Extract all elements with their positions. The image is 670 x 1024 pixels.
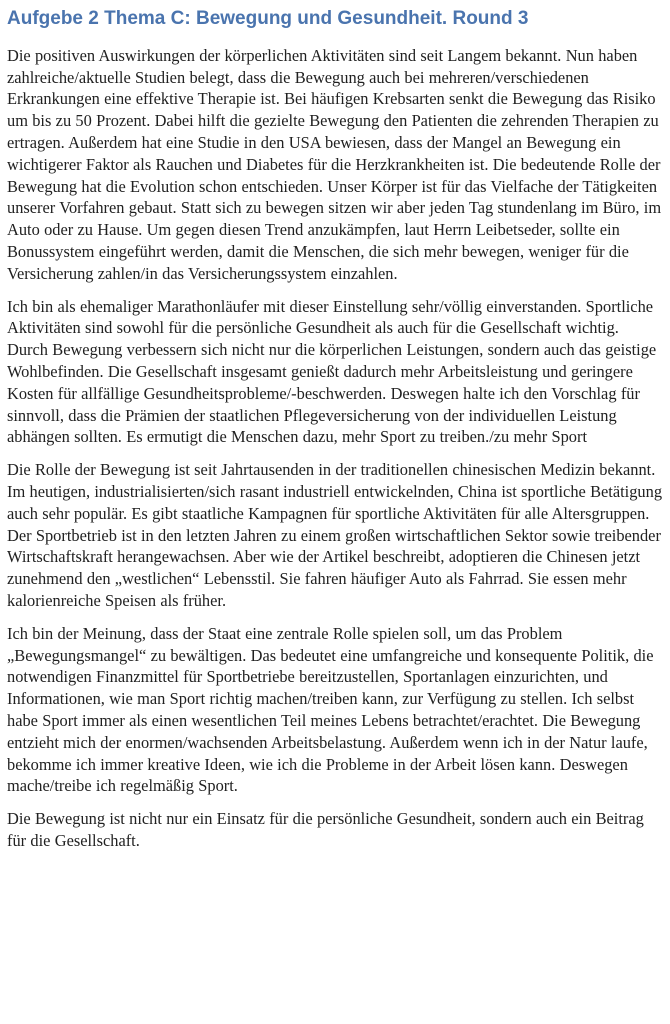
page-title: Aufgebe 2 Thema C: Bewegung und Gesundheit. Round 3 — [7, 8, 529, 29]
paragraph-conclusion: Die Bewegung ist nicht nur ein Einsatz für die persönliche Gesundheit, sondern auch ein Beitrag für die Gesellschaft. — [7, 809, 644, 850]
paragraph-intro-movement-benefits: Die positiven Auswirkungen der körperlichen Aktivitäten sind seit Langem bekannt. Nun haben zahlreiche/aktuelle Studien belegt, dass die Bewegung auch bei mehreren/verschiedenen Erkrankungen eine effektive Therapie ist. Bei häufigen Krebsarten senkt die Bewegung das Risiko um bis zu 50 Prozent. Dabei hilft die gezielte Bewegung den Patienten die zehrenden Therapien zu ertragen. Außerdem hat eine Studie in den USA bewiesen, dass der Mangel an Bewegung ein wichtigerer Faktor als Rauchen und Diabetes für die Herzkrankheiten ist. Die bedeutende Rolle der Bewegung hat die Evolution schon entschieden. Unser Körper ist für das Vielfache der Tätigkeiten unserer Vorfahren gebaut. Statt sich zu bewegen sitzen wir aber jeden Tag stundenlang im Büro, im Auto oder zu Hause. Um gegen diesen Trend anzukämpfen, laut Herrn Leibetseder, sollte ein Bonussystem eingeführt werden, damit die Menschen, die sich mehr bewegen, weniger für die Versicherung zahlen/in das Versicherungssystem einzahlen. — [7, 45, 662, 283]
paragraph-state-role: Ich bin der Meinung, dass der Staat eine zentrale Rolle spielen soll, um das Problem „Bewegungsmangel“ zu bewältigen. Das bedeutet eine umfangreiche und konsequente Politik, die notwendigen Finanzmittel für Sportbetriebe bereitzustellen, Sportanlagen einzurichten, und Informationen, wie man Sport richtig machen/treiben kann, zur Verfügung zu stellen. Ich selbst habe Sport immer als einen wesentlichen Teil meines Lebens betrachtet/erachtet. Die Bewegung entzieht mich der enormen/wachsenden Arbeitsbelastung. Außerdem wenn ich in der Natur laufe, bekomme ich immer kreative Ideen, wie ich die Probleme in der Arbeit lösen kann. Deswegen mache/treibe ich regelmäßig Sport. — [7, 623, 654, 796]
paragraph-personal-agreement: Ich bin als ehemaliger Marathonläufer mit dieser Einstellung sehr/völlig einverstanden. Sportliche Aktivitäten sind sowohl für die persönliche Gesundheit als auch für die Gesellschaft wichtig. Durch Bewegung verbessern sich nicht nur die körperlichen Leistungen, sondern auch das geistige Wohlbefinden. Die Gesellschaft insgesamt genießt dadurch mehr Arbeitsleistung und geringere Kosten für allfällige Gesundheitsprobleme/-beschwerden. Deswegen halte ich den Vorschlag für sinnvoll, dass die Prämien der staatlichen Pflegeversicherung von der individuellen Leistung abhängen sollten. Es ermutigt die Menschen dazu, mehr Sport zu treiben./zu mehr Sport — [7, 296, 657, 447]
paragraph-chinese-medicine: Die Rolle der Bewegung ist seit Jahrtausenden in der traditionellen chinesischen Medizin bekannt. Im heutigen, industrialisierten/sich rasant industriell entwickelnden, China ist sportliche Betätigung auch sehr populär. Es gibt staatliche Kampagnen für sportliche Aktivitäten für alle Altersgruppen. Der Sportbetrieb ist in den letzten Jahren zu einem großen wirtschaftlichen Sektor sowie treibender Wirtschaftskraft herangewachsen. Aber wie der Artikel beschreibt, adoptieren die Chinesen jetzt zunehmend den „westlichen“ Lebensstil. Sie fahren häufiger Auto als Fahrrad. Sie essen mehr kalorienreiche Speisen als früher. — [7, 460, 663, 610]
